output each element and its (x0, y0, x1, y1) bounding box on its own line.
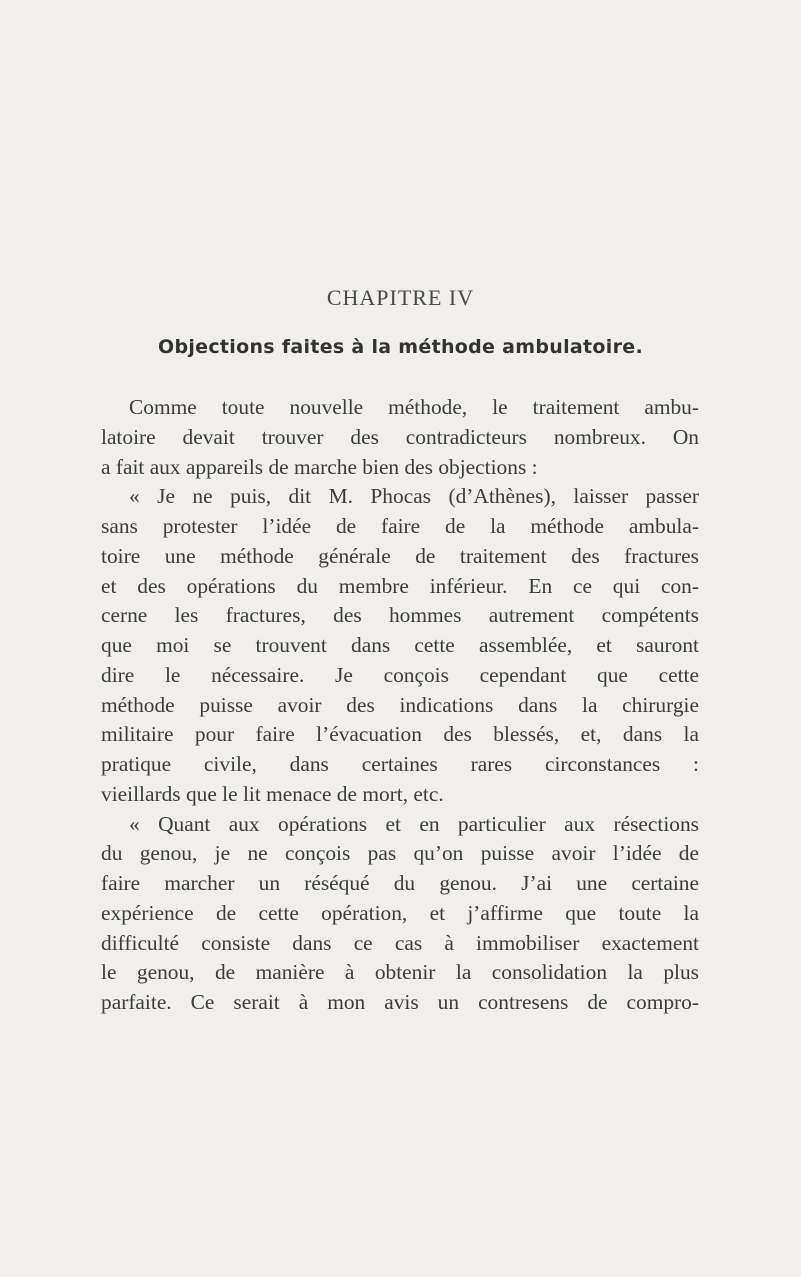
text-line: et des opérations du membre inférieur. En ce qui con- (101, 573, 699, 598)
text-line: pratique civile, dans certaines rares circonstances : (101, 752, 699, 776)
text-line: difficulté consiste dans ce cas à immobiliser exactement (101, 930, 699, 955)
text-line: que moi se trouvent dans cette assemblée, et sauront (101, 633, 699, 657)
section-title: Objections faites à la méthode ambulatoire. (158, 336, 643, 358)
text-line: cerne les fractures, des hommes autrement compétents (101, 603, 699, 628)
text-line: expérience de cette opération, et j’affirme que toute la (101, 900, 699, 925)
body-text (101, 393, 699, 1018)
chapter-heading: CHAPITRE IV (326, 285, 475, 310)
text-line: vieillards que le lit menace de mort, etc. (101, 781, 444, 806)
text-line: « Je ne puis, dit M. Phocas (d’Athènes), laisser passer (129, 484, 699, 509)
text-line: méthode puisse avoir des indications dans la chirurgie (101, 692, 699, 717)
text-line: a fait aux appareils de marche bien des objections : (101, 454, 538, 479)
text-line: parfaite. Ce serait à mon avis un contresens de compro- (101, 990, 699, 1014)
text-line: militaire pour faire l’évacuation des blessés, et, dans la (101, 722, 699, 747)
text-line: Comme toute nouvelle méthode, le traitement ambu- (129, 395, 699, 419)
text-line: sans protester l’idée de faire de la méthode ambula- (101, 514, 699, 538)
text-line: dire le nécessaire. Je conçois cependant que cette (101, 662, 699, 687)
text-line: du genou, je ne conçois pas qu’on puisse avoir l’idée de (101, 841, 699, 866)
text-line: toire une méthode générale de traitement des fractures (101, 543, 699, 568)
text-line: le genou, de manière à obtenir la consolidation la plus (101, 960, 699, 985)
text-line: latoire devait trouver des contradicteurs nombreux. On (101, 424, 699, 449)
text-line: faire marcher un réséqué du genou. J’ai une certaine (101, 871, 699, 895)
text-line: « Quant aux opérations et en particulier aux résections (129, 811, 699, 836)
